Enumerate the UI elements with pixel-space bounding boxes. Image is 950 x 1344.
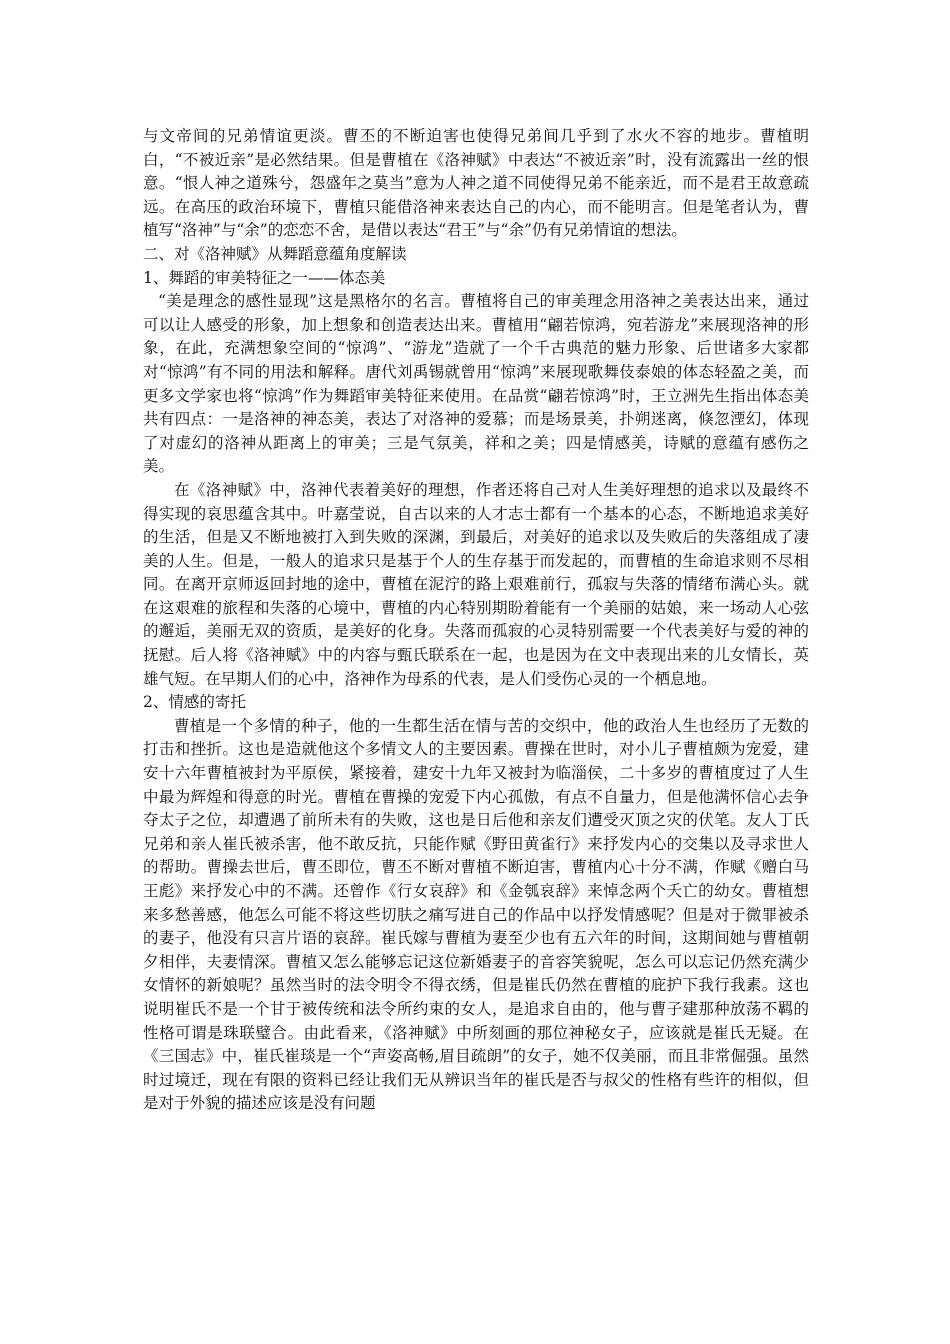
body-paragraph: 与文帝间的兄弟情谊更淡。曹丕的不断迫害也使得兄弟间几乎到了水火不容的地步。曹植明白，“不被近亲”是必然结果。但是曹植在《洛神赋》中表达“不被近亲”时，没有流露出一丝的恨意。“恨人神之道殊兮，怨盛年之莫当”意为人神之道不同使得兄弟不能亲近，而不是君王故意疏远。在高压的政治环境下，曹植只能借洛神来表达自己的内心，而不能明言。但是笔者认为，曹植写“洛神”与“余”的恋恋不舍，是借以表达“君王”与“余”仍有兄弟情谊的想法。: [143, 127, 809, 240]
document-page: [143, 125, 809, 1116]
body-paragraph: 曹植是一个多情的种子，他的一生都生活在情与苦的交织中，他的政治人生也经历了无数的打击和挫折。这也是造就他这个多情文人的主要因素。曹操在世时，对小儿子曹植颇为宠爱，建安十六年曹植被封为平原侯，紧接着，建安十九年又被封为临淄侯，二十多岁的曹植度过了人生中最为辉煌和得意的时光。曹植在曹操的宠爱下内心孤傲，有点不自量力，但是他满怀信心去争夺太子之位，却遭遇了前所未有的失败，这也是日后他和亲友们遭受灭顶之灾的伏笔。友人丁氏兄弟和亲人崔氏被杀害，他不敢反抗，只能作赋《野田黄雀行》来抒发内心的交集以及寻求世人的帮助。曹操去世后，曹丕即位，曹丕不断对曹植不断迫害，曹植内心十分不满，作赋《赠白马王彪》来抒发心中的不满。还曾作《行女哀辞》和《金瓠哀辞》来悼念两个夭亡的幼女。曹植想来多愁善感，他怎么可能不将这些切肤之痛写进自己的作品中以抒发情感呢？但是对于微罪被杀的妻子，他没有只言片语的哀辞。崔氏嫁与曹植为妻至少也有五六年的时间，这期间她与曹植朝夕相伴，夫妻情深。曹植又怎么能够忘记这位新婚妻子的音容笑貌呢，怎么可以忘记仍然充满少女情怀的新娘呢？虽然当时的法令明令不得衣绣，但是崔氏仍然在曹植的庇护下我行我素。这也说明崔氏不是一个甘于被传统和法令所约束的女人，是追求自由的，他与曹子建那种放荡不羁的性格可谓是珠联璧合。由此看来，《洛神赋》中所刻画的那位神秘女子，应该就是崔氏无疑。在《三国志》中，崔氏崔琰是一个“声姿高畅,眉目疏朗”的女子，她不仅美丽，而且非常倔强。虽然时过境迁，现在有限的资料已经让我们无从辨识当年的崔氏是否与叔父的性格有些许的相似，但是对于外貌的描述应该是没有问题: [143, 716, 809, 1113]
body-paragraph: “美是理念的感性显现”这是黑格尔的名言。曹植将自己的审美理念用洛神之美表达出来，通过可以让人感受的形象，加上想象和创造表达出来。曹植用“翩若惊鸿，宛若游龙”来展现洛神的形象，在此，充满想象空间的“惊鸿”、“游龙”造就了一个千古典范的魅力形象、后世诸多大家都对“惊鸿”有不同的用法和解释。唐代刘禹锡就曾用“惊鸿”来展现歌舞伎泰娘的体态轻盈之美，而更多文学家也将“惊鸿”作为舞蹈审美特征来使用。在品赏“翩若惊鸿”时，王立洲先生指出体态美共有四点：一是洛神的神态美，表达了对洛神的爱慕；而是场景美，扑朔迷离，倏忽湮幻，体现了对虚幻的洛神从距离上的审美；三是气氛美，祥和之美；四是情感美，诗赋的意蕴有感伤之美。: [143, 292, 809, 476]
section-heading: 二、对《洛神赋》从舞蹈意蕴角度解读: [143, 244, 407, 263]
subsection-heading: 1、舞蹈的审美特征之一——体态美: [143, 268, 386, 287]
body-paragraph: 在《洛神赋》中，洛神代表着美好的理想，作者还将自己对人生美好理想的追求以及最终不得实现的哀思蕴含其中。叶嘉莹说，自古以来的人才志士都有一个基本的心态，不断地追求美好的生活，但是又不断地被打入到失败的深渊，到最后，对美好的追求以及失败后的失落组成了凄美的人生。但是，一般人的追求只是基于个人的生存基于而发起的，而曹植的生命追求则不尽相同。在离开京师返回封地的途中，曹植在泥泞的路上艰难前行，孤寂与失落的情绪布满心头。就在这艰难的旅程和失落的心境中，曹植的内心特别期盼着能有一个美丽的姑娘，来一场动人心弦的邂逅，美丽无双的资质，是美好的化身。失落而孤寂的心灵特别需要一个代表美好与爱的神的抚慰。后人将《洛神赋》中的内容与甄氏联系在一起，也是因为在文中表现出来的儿女情长，英雄气短。在早期人们的心中，洛神作为母系的代表，是人们受伤心灵的一个栖息地。: [143, 480, 809, 688]
subsection-heading: 2、情感的寄托: [143, 693, 246, 712]
